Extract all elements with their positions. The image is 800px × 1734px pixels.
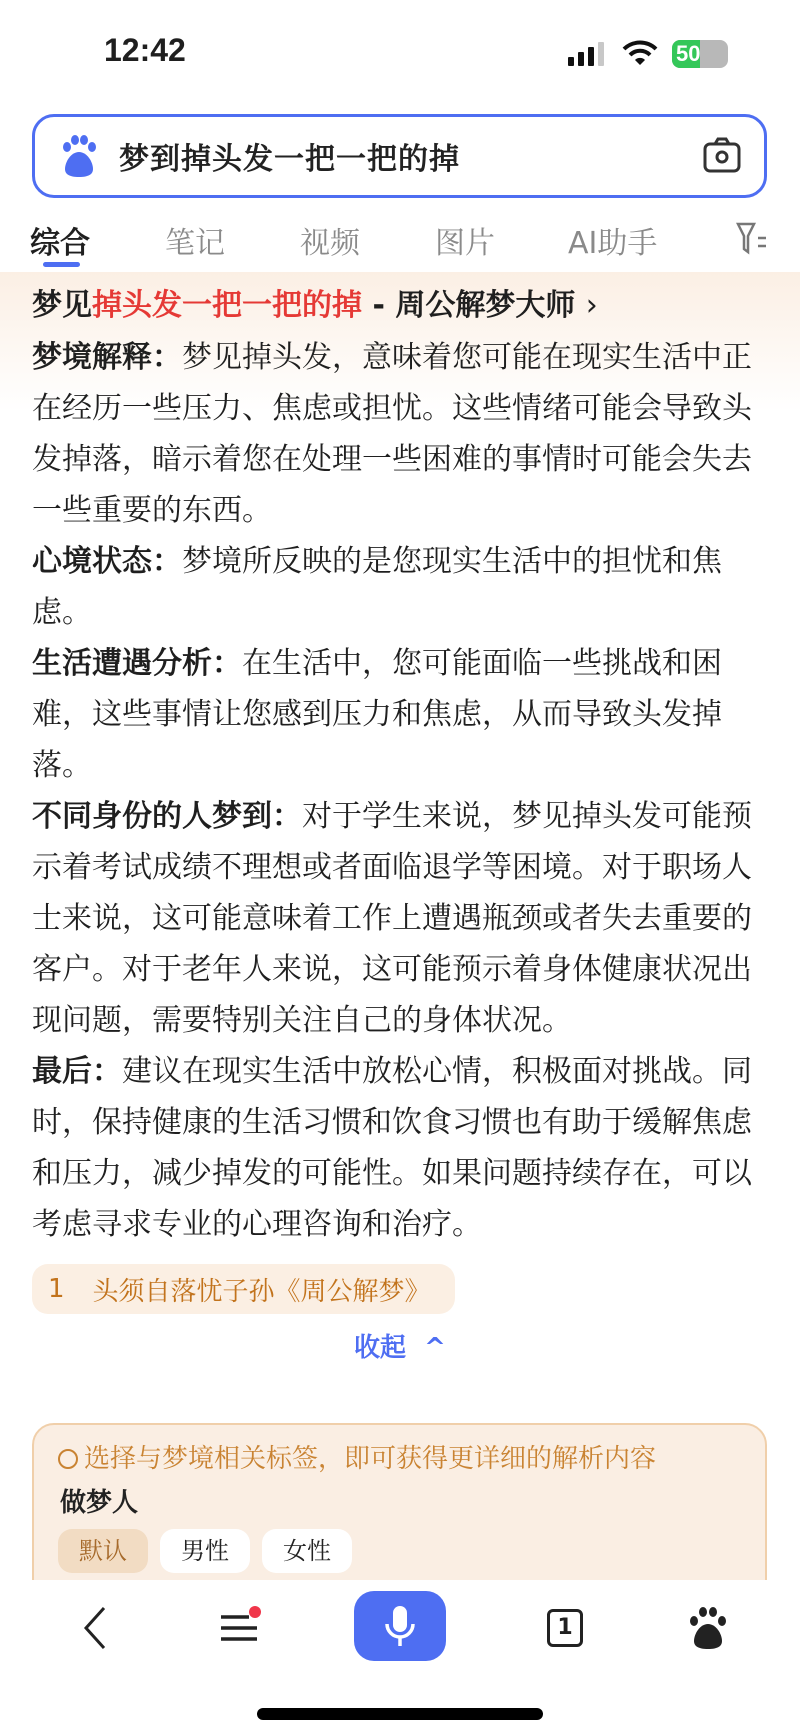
- tag-chip-female[interactable]: 女性: [262, 1529, 352, 1573]
- section-label: 生活遭遇分析：: [32, 646, 242, 681]
- title-highlight: 掉头发一把一把的掉: [92, 288, 362, 323]
- section-interpretation: [32, 332, 772, 536]
- reference-text: 头须自落忧子孙《周公解梦》: [92, 1276, 431, 1307]
- tab-all[interactable]: 综合: [30, 226, 90, 261]
- section-text: 在生活中，您可能面临一些挑战和困难，这些事情让您感到压力和焦虑，从而导致头发掉落。: [32, 646, 722, 783]
- section-text: 梦境所反映的是您现实生活中的担忧和焦虑。: [32, 544, 722, 630]
- tabs-button[interactable]: [540, 1596, 590, 1660]
- result-title-link[interactable]: [32, 280, 772, 332]
- menu-button[interactable]: [210, 1596, 270, 1660]
- tag-group-label: 做梦人: [60, 1488, 139, 1518]
- title-prefix: 梦见: [32, 288, 92, 323]
- reference-chip[interactable]: [32, 1264, 455, 1314]
- seal-icon: [58, 1449, 78, 1469]
- camera-icon[interactable]: [702, 135, 742, 175]
- dream-result-card: [32, 280, 772, 1366]
- section-label: 心境状态：: [32, 544, 182, 579]
- tab-count-icon: 1: [547, 1609, 583, 1647]
- clock: 12:42: [104, 32, 186, 68]
- baidu-home-button[interactable]: [680, 1596, 736, 1660]
- section-text: 建议在现实生活中放松心情，积极面对挑战。同时，保持健康的生活习惯和饮食习惯也有助于缓解焦虑和压力，减少掉发的可能性。如果问题持续存在，可以考虑寻求专业的心理咨询和治疗。: [32, 1054, 752, 1242]
- section-mood: [32, 536, 772, 638]
- chevron-right-icon: ›: [585, 288, 598, 323]
- tab-video[interactable]: 视频: [300, 226, 360, 261]
- tab-notes[interactable]: 笔记: [165, 226, 225, 261]
- reference-number: 1: [48, 1274, 65, 1304]
- battery-icon: [672, 40, 728, 68]
- tag-tip-text: 选择与梦境相关标签，即可获得更详细的解析内容: [84, 1444, 657, 1474]
- tag-chip-male[interactable]: 男性: [160, 1529, 250, 1573]
- back-button[interactable]: [70, 1596, 120, 1660]
- collapse-button[interactable]: [32, 1330, 768, 1366]
- microphone-icon: [383, 1604, 417, 1648]
- home-indicator[interactable]: [257, 1708, 543, 1720]
- section-text: 对于学生来说，梦见掉头发可能预示着考试成绩不理想或者面临退学等困境。对于职场人士来说，这可能意味着工作上遭遇瓶颈或者失去重要的客户。对于老年人来说，这可能预示着身体健康状况出现问题，需要特别关注自己的身体状况。: [32, 799, 752, 1038]
- tab-images[interactable]: 图片: [435, 226, 495, 261]
- tab-ai-assistant[interactable]: AI助手: [568, 226, 658, 261]
- baidu-paw-icon: [688, 1606, 728, 1650]
- tag-tip: [58, 1443, 656, 1475]
- section-label: 梦境解释：: [32, 340, 182, 375]
- wifi-icon: [622, 38, 658, 68]
- section-identities: [32, 791, 772, 1046]
- status-bar: [0, 0, 800, 100]
- section-label: 最后：: [32, 1054, 122, 1089]
- section-label: 不同身份的人梦到：: [32, 799, 302, 834]
- menu-icon: [215, 1603, 265, 1653]
- cellular-signal-icon: [568, 42, 604, 66]
- filter-icon[interactable]: [736, 220, 768, 256]
- tag-chip-default[interactable]: 默认: [58, 1529, 148, 1573]
- active-tab-indicator: [43, 262, 80, 267]
- section-life-analysis: [32, 638, 772, 791]
- battery-level: 50: [676, 41, 701, 66]
- search-input[interactable]: 梦到掉头发一把一把的掉: [119, 142, 460, 177]
- chevron-up-icon: ^: [424, 1333, 446, 1363]
- baidu-logo-icon: [59, 134, 99, 178]
- search-box[interactable]: [32, 114, 767, 198]
- section-conclusion: [32, 1046, 772, 1250]
- chevron-left-icon: [80, 1606, 110, 1650]
- search-tabs: [0, 212, 800, 268]
- collapse-label: 收起: [354, 1333, 407, 1363]
- voice-search-button[interactable]: [354, 1591, 446, 1661]
- title-suffix: - 周公解梦大师: [362, 288, 576, 323]
- section-text: 梦见掉头发，意味着您可能在现实生活中正在经历一些压力、焦虑或担忧。这些情绪可能会导致头发掉落，暗示着您在处理一些困难的事情时可能会失去一些重要的东西。: [32, 340, 752, 528]
